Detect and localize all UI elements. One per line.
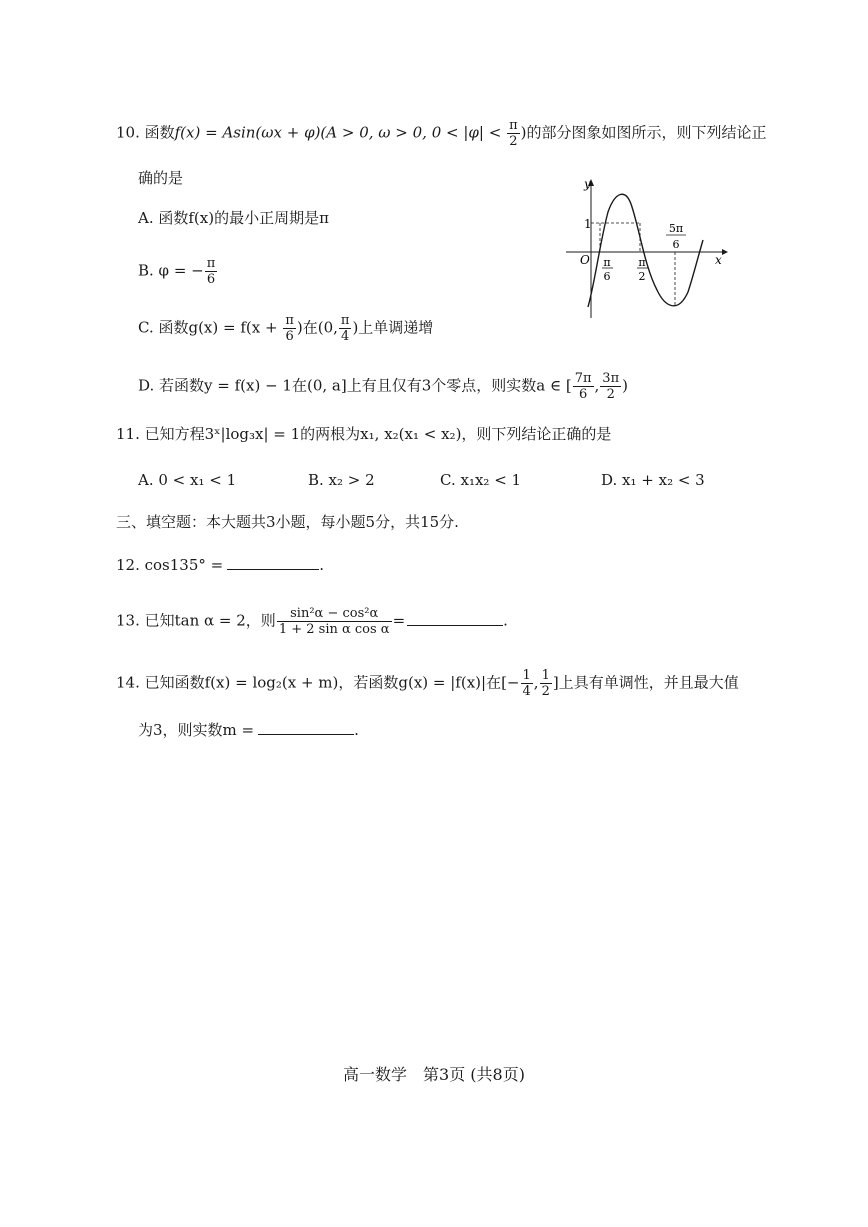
q10-stem (116, 118, 767, 149)
section-3-heading: 三、填空题：本大题共3小题，每小题5分，共15分. (116, 513, 459, 531)
q10-frac: $\frac{\pi}{2}$ (509, 118, 518, 149)
q14-answer-blank[interactable] (258, 720, 354, 735)
q14-line2: 为3，则实数m = . (138, 721, 359, 739)
origin-label: O (580, 253, 590, 267)
q10-option-b: B. φ = − $\frac{\pi}{6}$ (138, 256, 216, 287)
y-tick-one: 1 (584, 217, 592, 231)
q13: 13. 已知tan α = 2，则 $\frac{\text{sin²α − cos²α}}{\text{1 + 2 sin α cos α}}$ = . (116, 606, 508, 637)
q10-option-d: D. 若函数y = f(x) − 1在(0, a]上有且仅有3个零点，则实数a ∈ [ $\frac{7\pi}{6}$ , $\frac{3\pi}{2}$ ) (138, 371, 628, 402)
q10-stem-tail: )的部分图象如图所示，则下列结论正 (520, 123, 767, 142)
sine-curve (588, 194, 703, 307)
x-axis-arrow (722, 249, 728, 255)
q10-option-a: A. 函数f(x)的最小正周期是π (138, 209, 329, 227)
tick-5pi6-num: 5π (668, 222, 684, 235)
q10-stem-line2: 确的是 (138, 169, 184, 187)
q11-option-b: B. x₂ > 2 (308, 471, 375, 489)
tick-pi2-num: π (638, 256, 646, 269)
q10-graph (560, 172, 740, 322)
page-footer: 高一数学 第3页 (共8页) (343, 1065, 525, 1084)
q10-formula: f(x) = Asin(ωx + φ)(A > 0, ω > 0, 0 < |φ| < (174, 123, 507, 142)
q11-stem: 11. 已知方程3ˣ|log₃x| = 1的两根为x₁, x₂(x₁ < x₂)，则下列结论正确的是 (116, 425, 612, 443)
q12: 12. cos135° = . (116, 556, 325, 574)
tick-5pi6-den: 6 (672, 238, 680, 251)
q12-answer-blank[interactable] (227, 555, 319, 570)
q10-option-c: C. 函数g(x) = f(x + $\frac{\pi}{6}$ )在(0, $\frac{\pi}{4}$ )上单调递增 (138, 313, 434, 344)
q13-answer-blank[interactable] (407, 611, 503, 626)
tick-pi6-num: π (603, 256, 611, 269)
tick-pi6-den: 6 (603, 270, 611, 283)
q11-option-a: A. 0 < x₁ < 1 (138, 471, 237, 489)
q14-line1: 14. 已知函数f(x) = log₂(x + m)，若函数g(x) = |f(x)|在[− $\frac{1}{4}$ , $\frac{1}{2}$ ]上具有单调性，并且最大值 (116, 668, 739, 699)
x-axis-label: x (715, 253, 722, 267)
q11-option-d: D. x₁ + x₂ < 3 (601, 471, 705, 489)
tick-pi2-den: 2 (638, 270, 646, 283)
q11-option-c: C. x₁x₂ < 1 (440, 471, 522, 489)
y-axis-label: y (584, 177, 591, 191)
q13-fraction: $\frac{\text{sin²α − cos²α}}{\text{1 + 2 sin α cos α}}$ (278, 606, 390, 637)
q10-stem-text: 10. 函数 (116, 123, 175, 142)
